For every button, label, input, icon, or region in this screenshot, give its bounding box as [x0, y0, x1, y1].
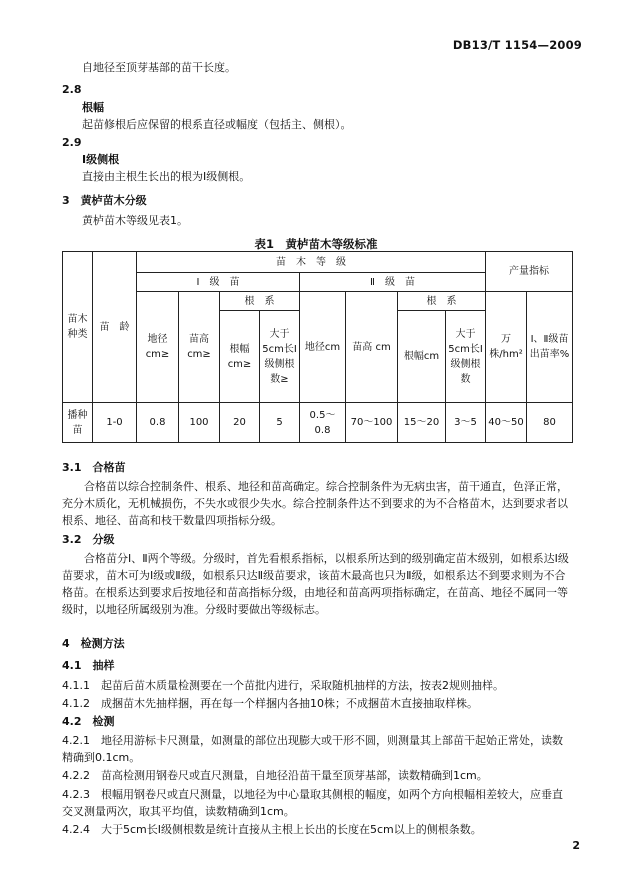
clause-4-2-2: 4.2.2 苗高检测用钢卷尺或直尺测量，自地径沿苗干量至顶芽基部，读数精确到1cm。 [62, 769, 488, 782]
seedling-grade-table [62, 251, 573, 443]
section-4-title: 4 检测方法 [62, 637, 125, 650]
header-yield: 产量指标 [486, 252, 573, 292]
term-first-lateral-root: Ⅰ级侧根 [82, 153, 120, 166]
header-yield-rate: Ⅰ、Ⅱ级苗出苗率% [527, 292, 573, 403]
clause-4-1-title: 4.1 抽样 [62, 659, 115, 672]
clause-3-1-title: 3.1 合格苗 [62, 461, 126, 474]
header-g1-diameter: 地径cm≥ [137, 292, 179, 403]
definition-root-spread: 起苗修根后应保留的根系直径或幅度（包括主、侧根）。 [82, 118, 352, 131]
header-g1-root-count: 大于5cm长Ⅰ级侧根数≥ [260, 311, 300, 403]
clause-3-1-text: 合格苗以综合控制条件、根系、地径和苗高确定。综合控制条件为无病虫害，苗干通直，色泽正常，充分木质化，无机械损伤，不失水或很少失水。综合控制条件达不到要求的为不合格苗木，达到要求者以根系、地径、苗高和枝干数量四项指标分级。 [62, 480, 568, 527]
header-grade-1: Ⅰ 级 苗 [137, 273, 300, 292]
cell-g1-root-count: 5 [260, 403, 300, 443]
clause-4-1-1: 4.1.1 起苗后苗木质量检测要在一个苗批内进行，采取随机抽样的方法，按表2规则抽样。 [62, 679, 504, 692]
clause-4-2-title: 4.2 检测 [62, 715, 115, 728]
cell-g1-height: 100 [179, 403, 220, 443]
page-number: 2 [572, 839, 580, 852]
clause-4-2-1: 4.2.1 地径用游标卡尺测量，如测量的部位出现膨大或干形不圆，则测量其上部苗干起始正常处，读数精确到0.1cm。 [62, 734, 563, 764]
definition-first-lateral-root: 直接由主根生长出的根为Ⅰ级侧根。 [82, 170, 251, 183]
cell-g1-root-spread: 20 [220, 403, 260, 443]
header-species: 苗木种类 [63, 252, 93, 403]
cell-yield-rate: 80 [527, 403, 573, 443]
clause-3-2-text: 合格苗分Ⅰ、Ⅱ两个等级。分级时，首先看根系指标，以根系所达到的级别确定苗木级别，如根系达Ⅰ级苗要求，苗木可为Ⅰ级或Ⅱ级，如根系只达Ⅱ级苗要求，该苗木最高也只为Ⅱ级，如根系达不到要求则为不合格苗。在根系达到要求后按地径和苗高指标分级，由地径和苗高两项指标确定，在苗高、地径不属同一等级时，以地径所属级别为准。分级时要做出等级标志。 [62, 552, 569, 616]
table-row [63, 403, 573, 443]
header-g2-root-spread: 根幅cm [398, 311, 446, 403]
header-grade: 苗 木 等 级 [137, 252, 486, 273]
cell-yield-count: 40～50 [486, 403, 527, 443]
header-g2-height: 苗高 cm [346, 292, 398, 403]
header-g1-height: 苗高cm≥ [179, 292, 220, 403]
header-g1-root-spread: 根幅cm≥ [220, 311, 260, 403]
cell-g2-root-spread: 15～20 [398, 403, 446, 443]
clause-3-2-title: 3.2 分级 [62, 533, 115, 546]
header-g2-root-count: 大于5cm长Ⅰ级侧根数 [446, 311, 486, 403]
cell-species: 播种苗 [63, 403, 93, 443]
clause-number-2-9: 2.9 [62, 136, 82, 149]
header-g2-diameter: 地径cm [300, 292, 346, 403]
header-g2-root: 根 系 [398, 292, 486, 311]
clause-4-1-2: 4.1.2 成捆苗木先抽样捆，再在每一个样捆内各抽10株；不成捆苗木直接抽取样株。 [62, 697, 478, 710]
cell-g2-height: 70～100 [346, 403, 398, 443]
section-3-intro: 黄栌苗木等级见表1。 [82, 214, 188, 227]
cell-g1-diameter: 0.8 [137, 403, 179, 443]
cell-age: 1-0 [93, 403, 137, 443]
table-caption: 表1 黄栌苗木等级标准 [254, 237, 378, 251]
clause-number-2-8: 2.8 [62, 83, 82, 96]
definition-text-height: 自地径至顶芽基部的苗干长度。 [82, 61, 236, 74]
header-age: 苗 龄 [93, 252, 137, 403]
header-yield-count: 万株/hm² [486, 292, 527, 403]
clause-4-2-3: 4.2.3 根幅用钢卷尺或直尺测量，以地径为中心量取其侧根的幅度，如两个方向根幅相差较大，应垂直交叉测量两次，取其平均值，读数精确到1cm。 [62, 788, 563, 818]
header-g1-root: 根 系 [220, 292, 300, 311]
header-grade-2: Ⅱ 级 苗 [300, 273, 486, 292]
cell-g2-diameter: 0.5～0.8 [300, 403, 346, 443]
clause-4-2-4: 4.2.4 大于5cm长Ⅰ级侧根数是统计直接从主根上长出的长度在5cm以上的侧根条数。 [62, 823, 482, 836]
term-root-spread: 根幅 [82, 101, 104, 114]
cell-g2-root-count: 3～5 [446, 403, 486, 443]
section-3-title: 3 黄栌苗木分级 [62, 194, 147, 207]
document-code: DB13/T 1154—2009 [452, 38, 582, 52]
